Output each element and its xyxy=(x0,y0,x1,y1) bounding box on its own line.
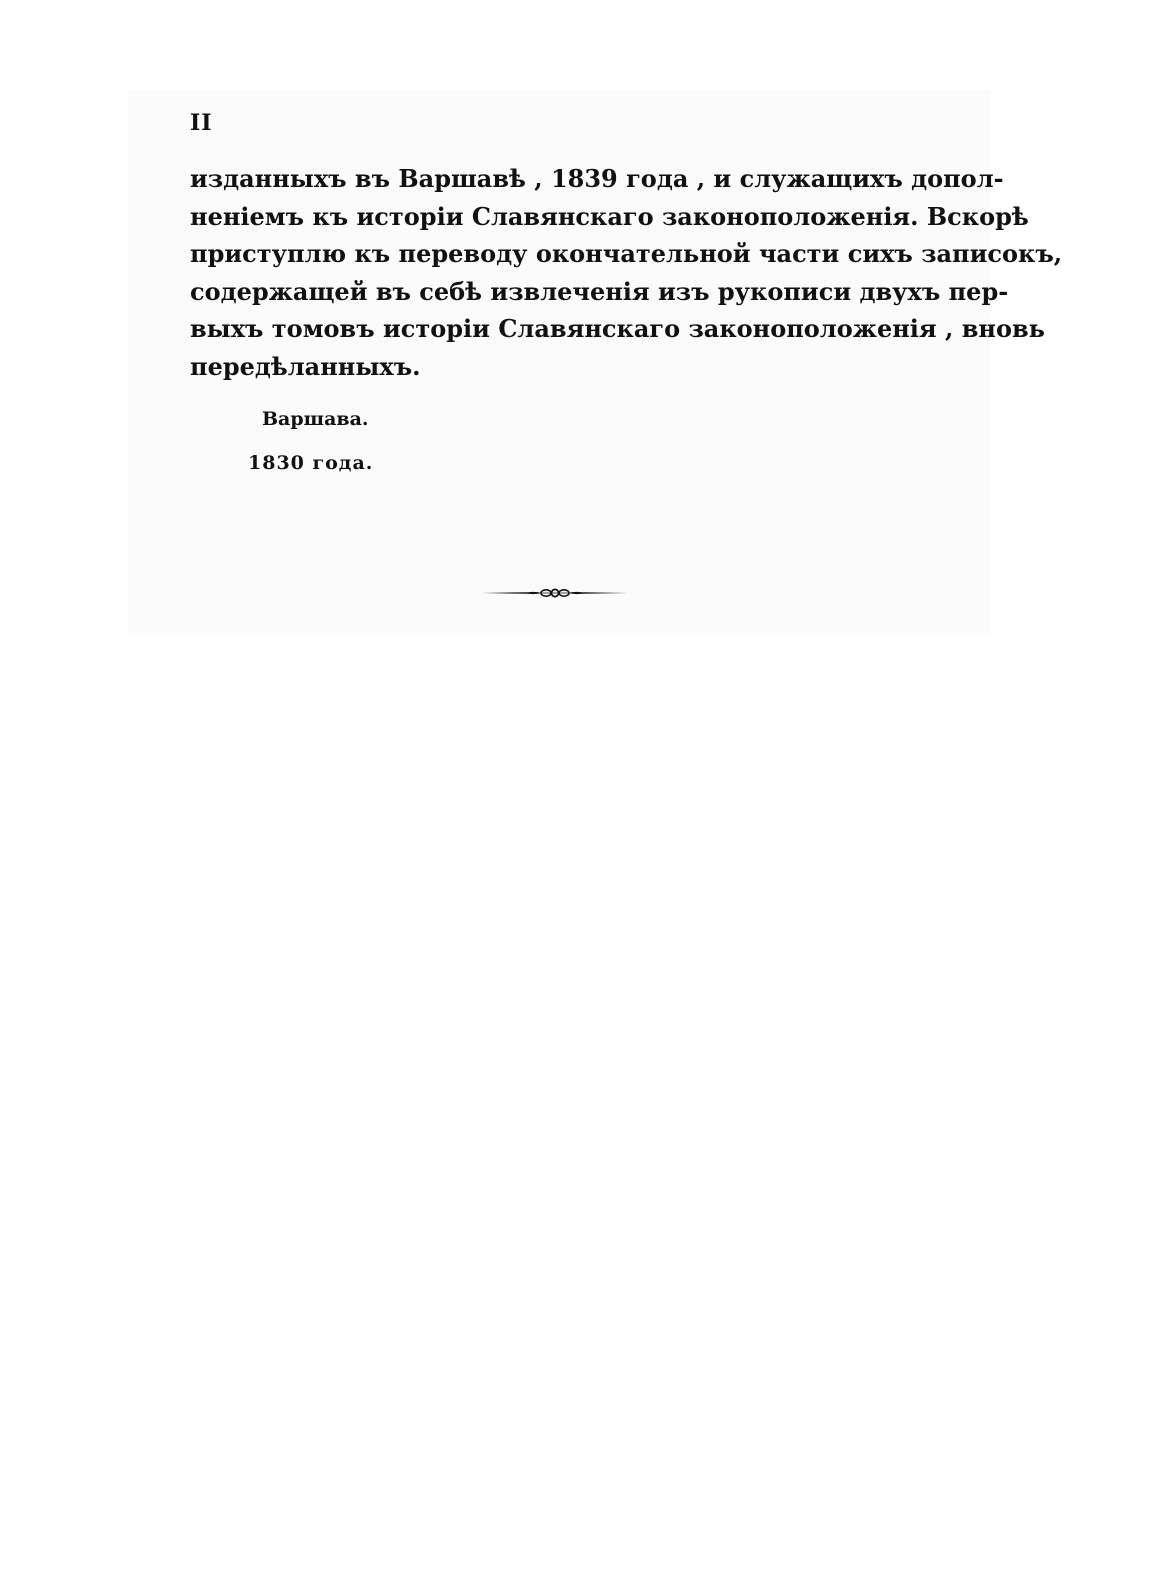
text-line: передѣланныхъ. xyxy=(190,351,421,381)
text-line: выхъ томовъ исторiи Славянскаго законоположенiя , вновь xyxy=(190,314,1045,343)
text-line: ненiемъ къ исторiи Славянскаго законоположенiя. Вскорѣ xyxy=(190,201,1029,231)
text-line: содержащей въ себѣ извлеченiя изъ рукописи двухъ пер- xyxy=(190,276,1009,306)
text-line: приступлю къ переводу окончательной части сихъ записокъ, xyxy=(190,239,1063,268)
body-paragraph xyxy=(190,160,1063,385)
signature-date: 1830 года. xyxy=(248,452,374,474)
page-number: II xyxy=(190,110,213,136)
fleuron-divider-icon xyxy=(480,584,630,602)
text-line: изданныхъ въ Варшавѣ , 1839 года , и служащихъ допол- xyxy=(190,164,1004,193)
signature-place: Варшава. xyxy=(262,408,369,430)
